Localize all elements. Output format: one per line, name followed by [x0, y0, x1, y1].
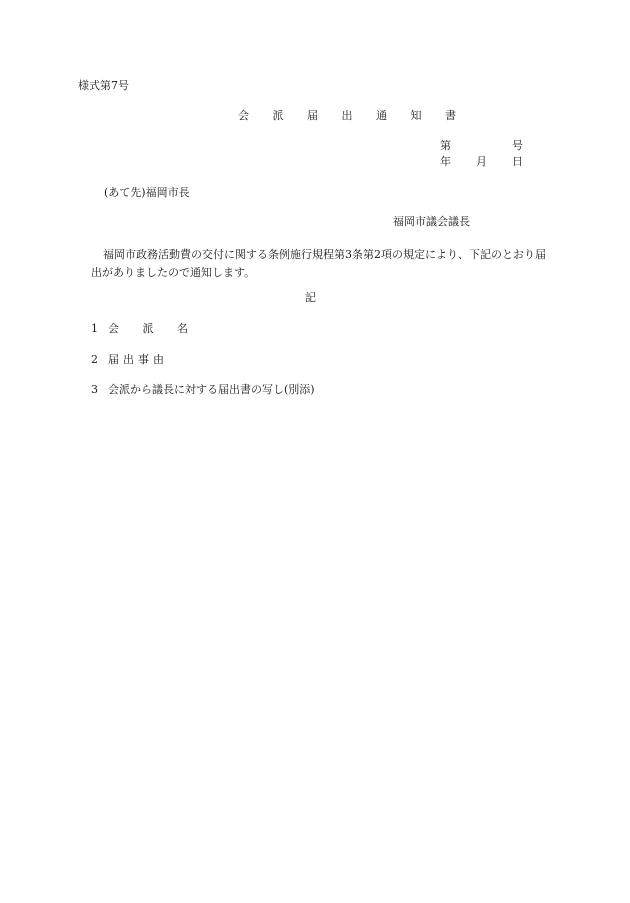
number-suffix: 号: [512, 139, 523, 152]
item-text: 会派から議長に対する届出書の写し(別添): [108, 383, 315, 396]
list-item: [91, 354, 168, 365]
list-item: [91, 323, 198, 334]
item-text: 会 派 名: [108, 322, 198, 335]
body-paragraph: 福岡市政務活動費の交付に関する条例施行規程第3条第2項の規定により、下記のとおり届出がありましたので通知します。: [91, 248, 546, 279]
item-number: 1: [91, 322, 98, 335]
sender: 福岡市議会議長: [393, 215, 470, 228]
document-title: 会 派 届 出 通 知 書: [238, 109, 466, 122]
addressee: (あて先)福岡市長: [104, 186, 190, 199]
list-item: [91, 384, 315, 395]
item-text: 届出事由: [108, 353, 168, 366]
date-day-label: 日: [512, 155, 523, 168]
item-number: 2: [91, 353, 98, 366]
number-prefix: 第: [440, 139, 451, 152]
date-year-label: 年: [440, 155, 451, 168]
form-number: 様式第7号: [78, 79, 129, 92]
item-number: 3: [91, 383, 98, 396]
date-month-label: 月: [476, 155, 487, 168]
ki-heading: 記: [305, 291, 316, 304]
